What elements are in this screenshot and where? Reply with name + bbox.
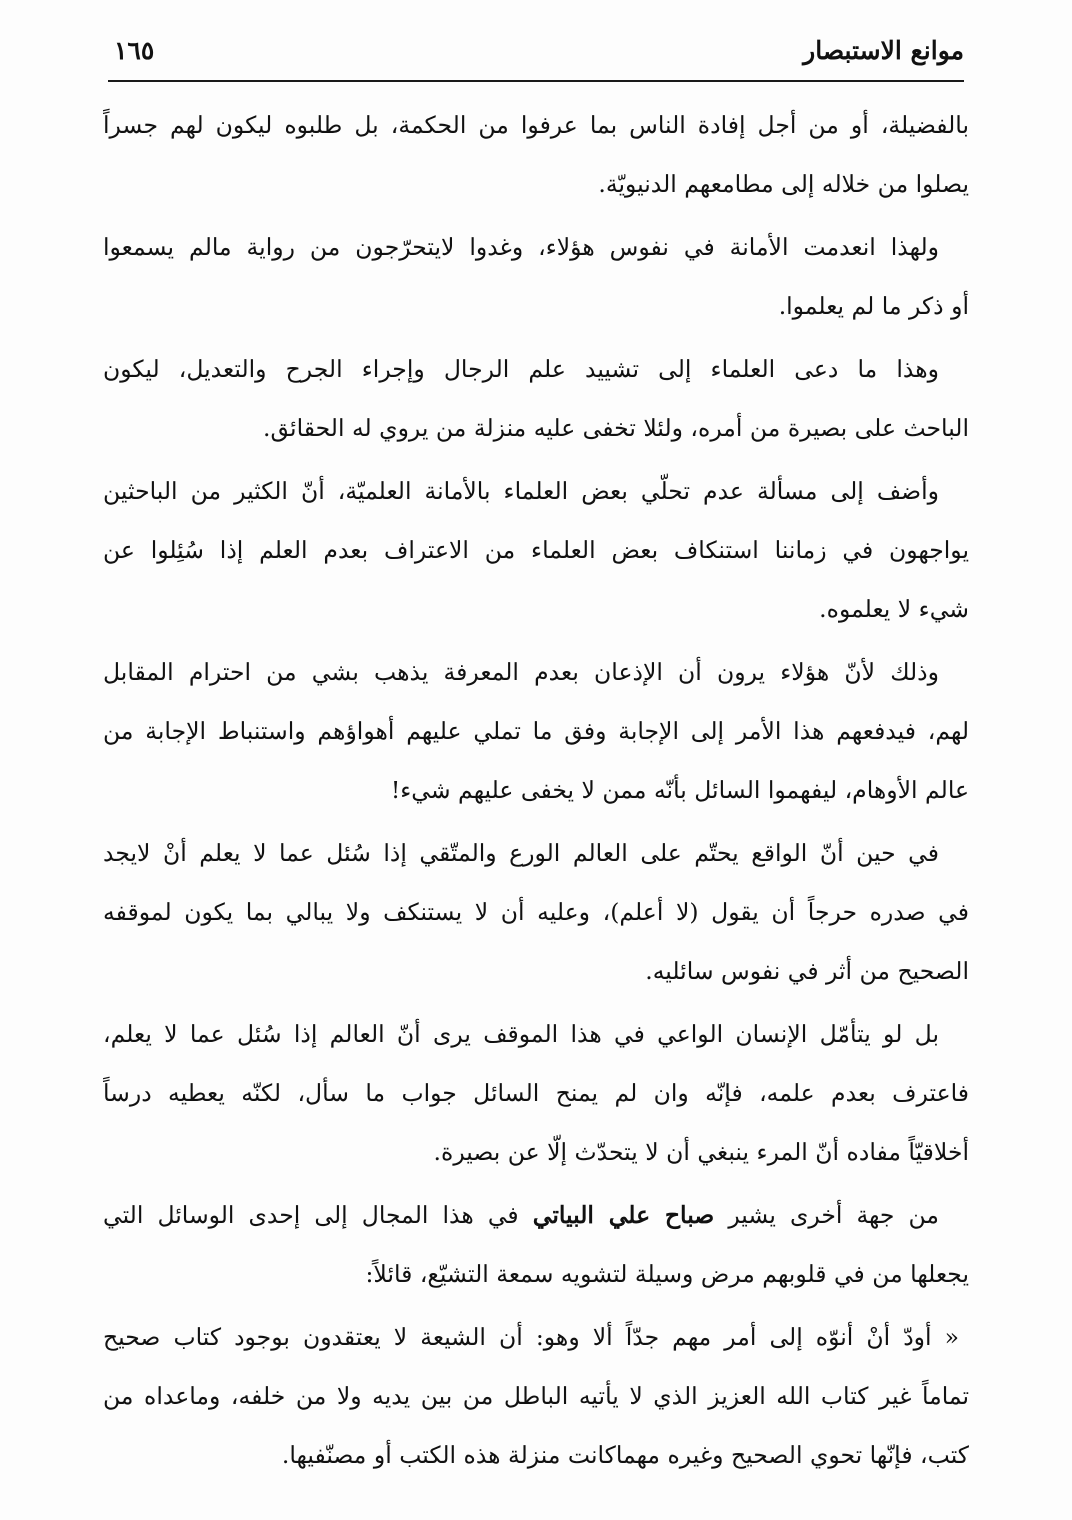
page-header	[108, 34, 964, 74]
text-fragment: من جهة أخرى يشير	[728, 1201, 939, 1229]
text-line: وذلك لأنّ هؤلاء يرون أن الإذعان بعدم المعرفة يذهب بشي من احترام المقابل	[103, 658, 939, 686]
paragraph-2	[103, 218, 969, 336]
text-line: لهم، فيدفعهم هذا الأمر إلى الإجابة وفق ما تملي عليهم أهواؤهم واستنباط الإجابة من	[103, 717, 969, 745]
text-line: أو ذكر ما لم يعلموا.	[778, 292, 969, 320]
quotation	[103, 1308, 969, 1485]
text-line: شيء لا يعلموه.	[819, 595, 969, 623]
text-line: كتب، فإنّها تحوي الصحيح وغيره مهماكانت منزلة هذه الكتب أو مصنّفيها.	[281, 1441, 969, 1469]
text-line: وأضف إلى مسألة عدم تحلّي بعض العلماء بالأمانة العلميّة، أنّ الكثير من الباحثين	[103, 477, 939, 505]
text-line: الصحيح من أثر في نفوس سائليه.	[645, 957, 969, 985]
text-line: بالفضيلة، أو من أجل إفادة الناس بما عرفوا من الحكمة، بل طلبوه ليكون لهم جسراً	[103, 111, 969, 139]
text-line: يواجهون في زماننا استنكاف بعض العلماء من الاعتراف بعدم العلم إذا سُئِلوا عن	[103, 536, 969, 564]
text-fragment: في هذا المجال إلى إحدى الوسائل التي	[103, 1201, 519, 1229]
text-line: تماماً غير كتاب الله العزيز الذي لا يأتيه الباطل من بين يديه ولا من خلفه، وماعداه من	[103, 1382, 969, 1410]
paragraph-6	[103, 824, 969, 1001]
paragraph-3	[103, 340, 969, 458]
text-line: يصلوا من خلاله إلى مطامعهم الدنيويّة.	[598, 170, 969, 198]
text-line: أخلاقيّاً مفاده أنّ المرء ينبغي أن لا يتحدّث إلّا عن بصيرة.	[433, 1138, 969, 1166]
author-name: صباح علي البياتي	[532, 1201, 715, 1229]
paragraph-5	[103, 643, 969, 820]
paragraph-7	[103, 1005, 969, 1182]
running-title: موانع الاستبصار	[803, 36, 964, 65]
body-text	[103, 96, 969, 1489]
text-line: في حين أنّ الواقع يحتّم على العالم الورع والمتّقي إذا سُئل عما لا يعلم أنْ لايجد	[103, 839, 939, 867]
paragraph-8	[103, 1186, 969, 1304]
text-line: بل لو يتأمّل الإنسان الواعي في هذا الموقف يرى أنّ العالم إذا سُئل عما لا يعلم،	[103, 1020, 939, 1048]
text-line-with-name	[103, 1186, 969, 1245]
paragraph-1	[103, 96, 969, 214]
text-line: ولهذا انعدمت الأمانة في نفوس هؤلاء، وغدوا لايتحرّجون من رواية مالم يسمعوا	[103, 233, 939, 261]
text-line: « أودّ أنْ أنوّه إلى أمر مهم جدّاً ألا وهو: أن الشيعة لا يعتقدون بوجود كتاب صحيح	[103, 1323, 959, 1351]
text-line: وهذا ما دعى العلماء إلى تشييد علم الرجال وإجراء الجرح والتعديل، ليكون	[103, 355, 939, 383]
page-number: ١٦٥	[114, 36, 155, 65]
paragraph-4	[103, 462, 969, 639]
text-line: الباحث على بصيرة من أمره، ولئلا تخفى عليه منزلة من يروي له الحقائق.	[262, 414, 969, 442]
header-rule	[108, 80, 964, 82]
text-line: عالم الأوهام، ليفهموا السائل بأنّه ممن لا يخفى عليهم شيء!	[390, 776, 969, 804]
text-line: يجعلها من في قلوبهم مرض وسيلة لتشويه سمعة التشيّع، قائلاً:	[365, 1260, 969, 1288]
text-line: في صدره حرجاً أن يقول (لا أعلم)، وعليه أن لا يستنكف ولا يبالي بما يكون لموقفه	[103, 898, 969, 926]
text-line: فاعترف بعدم علمه، فإنّه وان لم يمنح السائل جواب ما سأل، لكنّه يعطيه درساً	[103, 1079, 969, 1107]
